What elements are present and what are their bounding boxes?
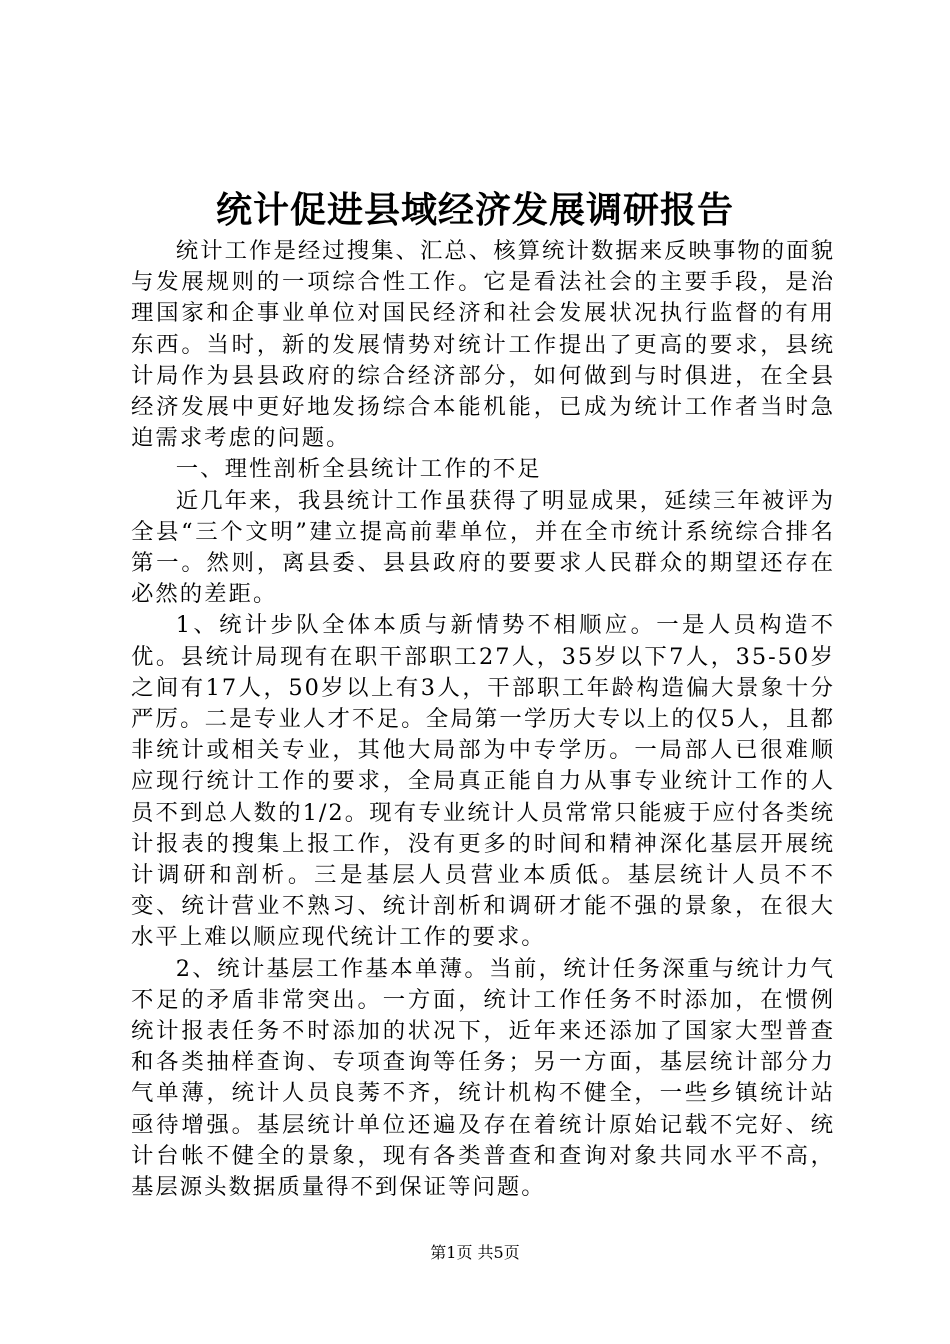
section-heading: 一、理性剖析全县统计工作的不足 [175,456,542,483]
paragraph-point-1: 1、统计步队全体本质与新情势不相顺应。一是人员构造不优。县统计局现有在职干部职工27人，35岁以下7人，35-50岁之间有17人，50岁以上有3人，干部职工年龄构造偏大景象十分严厉。二是专业人才不足。全局第一学历大专以上的仅5人，且都非统计或相关专业，其他大局部为中专学历。一局部人已很难顺应现行统计工作的要求，全局真正能自力从事专业统计工作的人员不到总人数的1/2。现有专业统计人员常常只能疲于应付各类统计报表的搜集上报工作，没有更多的时间和精神深化基层开展统计调研和剖析。三是基层人员营业本质低。基层统计人员不不变、统计营业不熟习、统计剖析和调研才能不强的景象，在很大水平上难以顺应现代统计工作的要求。 [131,612,835,951]
document-body [131,236,835,1203]
document-title: 统计促进县域经济发展调研报告 [215,189,734,231]
page-footer: 第1页 共5页 [430,1243,520,1262]
paragraph-intro: 统计工作是经过搜集、汇总、核算统计数据来反映事物的面貌与发展规则的一项综合性工作。它是看法社会的主要手段，是治理国家和企事业单位对国民经济和社会发展状况执行监督的有用东西。当时，新的发展情势对统计工作提出了更高的要求，县统计局作为县县政府的综合经济部分，如何做到与时俱进，在全县经济发展中更好地发扬综合本能机能，已成为统计工作者当时急迫需求考虑的问题。 [131,238,835,452]
paragraph-point-2: 2、统计基层工作基本单薄。当前，统计任务深重与统计力气不足的矛盾非常突出。一方面，统计工作任务不时添加，在惯例统计报表任务不时添加的状况下，近年来还添加了国家大型普查和各类抽样查询、专项查询等任务；另一方面，基层统计部分力气单薄，统计人员良莠不齐，统计机构不健全，一些乡镇统计站亟待增强。基层统计单位还遍及存在着统计原始记载不完好、统计台帐不健全的景象，现有各类普查和查询对象共同水平不高，基层源头数据质量得不到保证等问题。 [131,955,835,1201]
paragraph-overview: 近几年来，我县统计工作虽获得了明显成果，延续三年被评为全县“三个文明”建立提高前辈单位，并在全市统计系统综合排名第一。然则，离县委、县县政府的要要求人民群众的期望还存在必然的差距。 [131,487,835,608]
